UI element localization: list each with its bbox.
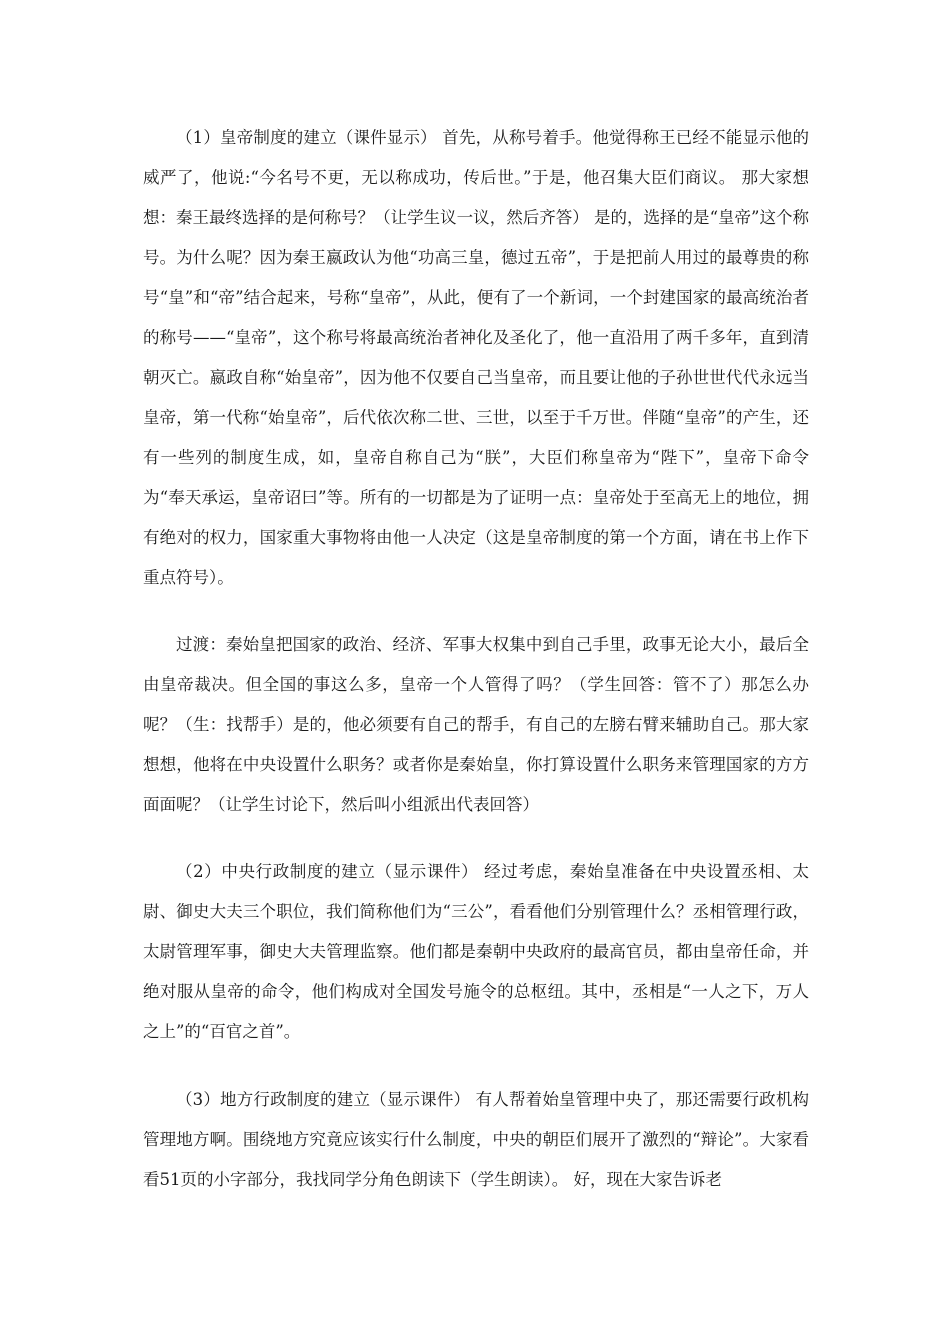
paragraph-transition: 过渡：秦始皇把国家的政治、经济、军事大权集中到自己手里，政事无论大小，最后全由皇帝裁决。但全国的事这么多，皇帝一个人管得了吗？（学生回答：管不了）那怎么办呢？（生：找帮手）是的，他必须要有自己的帮手，有自己的左膀右臂来辅助自己。那大家想想，他将在中央设置什么职务？或者你是秦始皇，你打算设置什么职务来管理国家的方方面面呢？（让学生讨论下，然后叫小组派出代表回答） xyxy=(143,635,809,814)
paragraph-central-administration: （2）中央行政制度的建立（显示课件） 经过考虑，秦始皇准备在中央设置丞相、太尉、御史大夫三个职位，我们简称他们为“三公”，看看他们分别管理什么？丞相管理行政，太尉管理军事，御史大夫管理监察。他们都是秦朝中央政府的最高官员，都由皇帝任命，并绝对服从皇帝的命令，他们构成对全国发号施令的总枢纽。其中，丞相是“一人之下，万人之上”的“百官之首”。 xyxy=(143,862,809,1041)
paragraph-emperor-system: （1）皇帝制度的建立（课件显示） 首先，从称号着手。他觉得称王已经不能显示他的威严了，他说:“今名号不更，无以称成功，传后世。”于是，他召集大臣们商议。 那大家想想：秦王最终选择的是何称号？（让学生议一议，然后齐答） 是的，选择的是“皇帝”这个称号。为什么呢？因为秦王嬴政认为他“功高三皇，德过五帝”，于是把前人用过的最尊贵的称号“皇”和“帝”结合起来，号称“皇帝”，从此，便有了一个新词，一个封建国家的最高统治者的称号——“皇帝”，这个称号将最高统治者神化及圣化了，他一直沿用了两千多年，直到清朝灭亡。嬴政自称“始皇帝”，因为他不仅要自己当皇帝，而且要让他的子孙世世代代永远当皇帝，第一代称“始皇帝”，后代依次称二世、三世，以至于千万世。伴随“皇帝”的产生，还有一些列的制度生成，如，皇帝自称自己为“朕”，大臣们称皇帝为“陛下”，皇帝下命令为“奉天承运，皇帝诏曰”等。所有的一切都是为了证明一点：皇帝处于至高无上的地位，拥有绝对的权力，国家重大事物将由他一人决定（这是皇帝制度的第一个方面，请在书上作下重点符号）。 xyxy=(143,128,809,587)
paragraph-local-administration: （3）地方行政制度的建立（显示课件） 有人帮着始皇管理中央了，那还需要行政机构管理地方啊。围绕地方究竟应该实行什么制度，中央的朝臣们展开了激烈的“辩论”。大家看看51页的小字部分，我找同学分角色朗读下（学生朗读）。 好，现在大家告诉老 xyxy=(143,1090,809,1189)
document-body xyxy=(143,118,809,1200)
